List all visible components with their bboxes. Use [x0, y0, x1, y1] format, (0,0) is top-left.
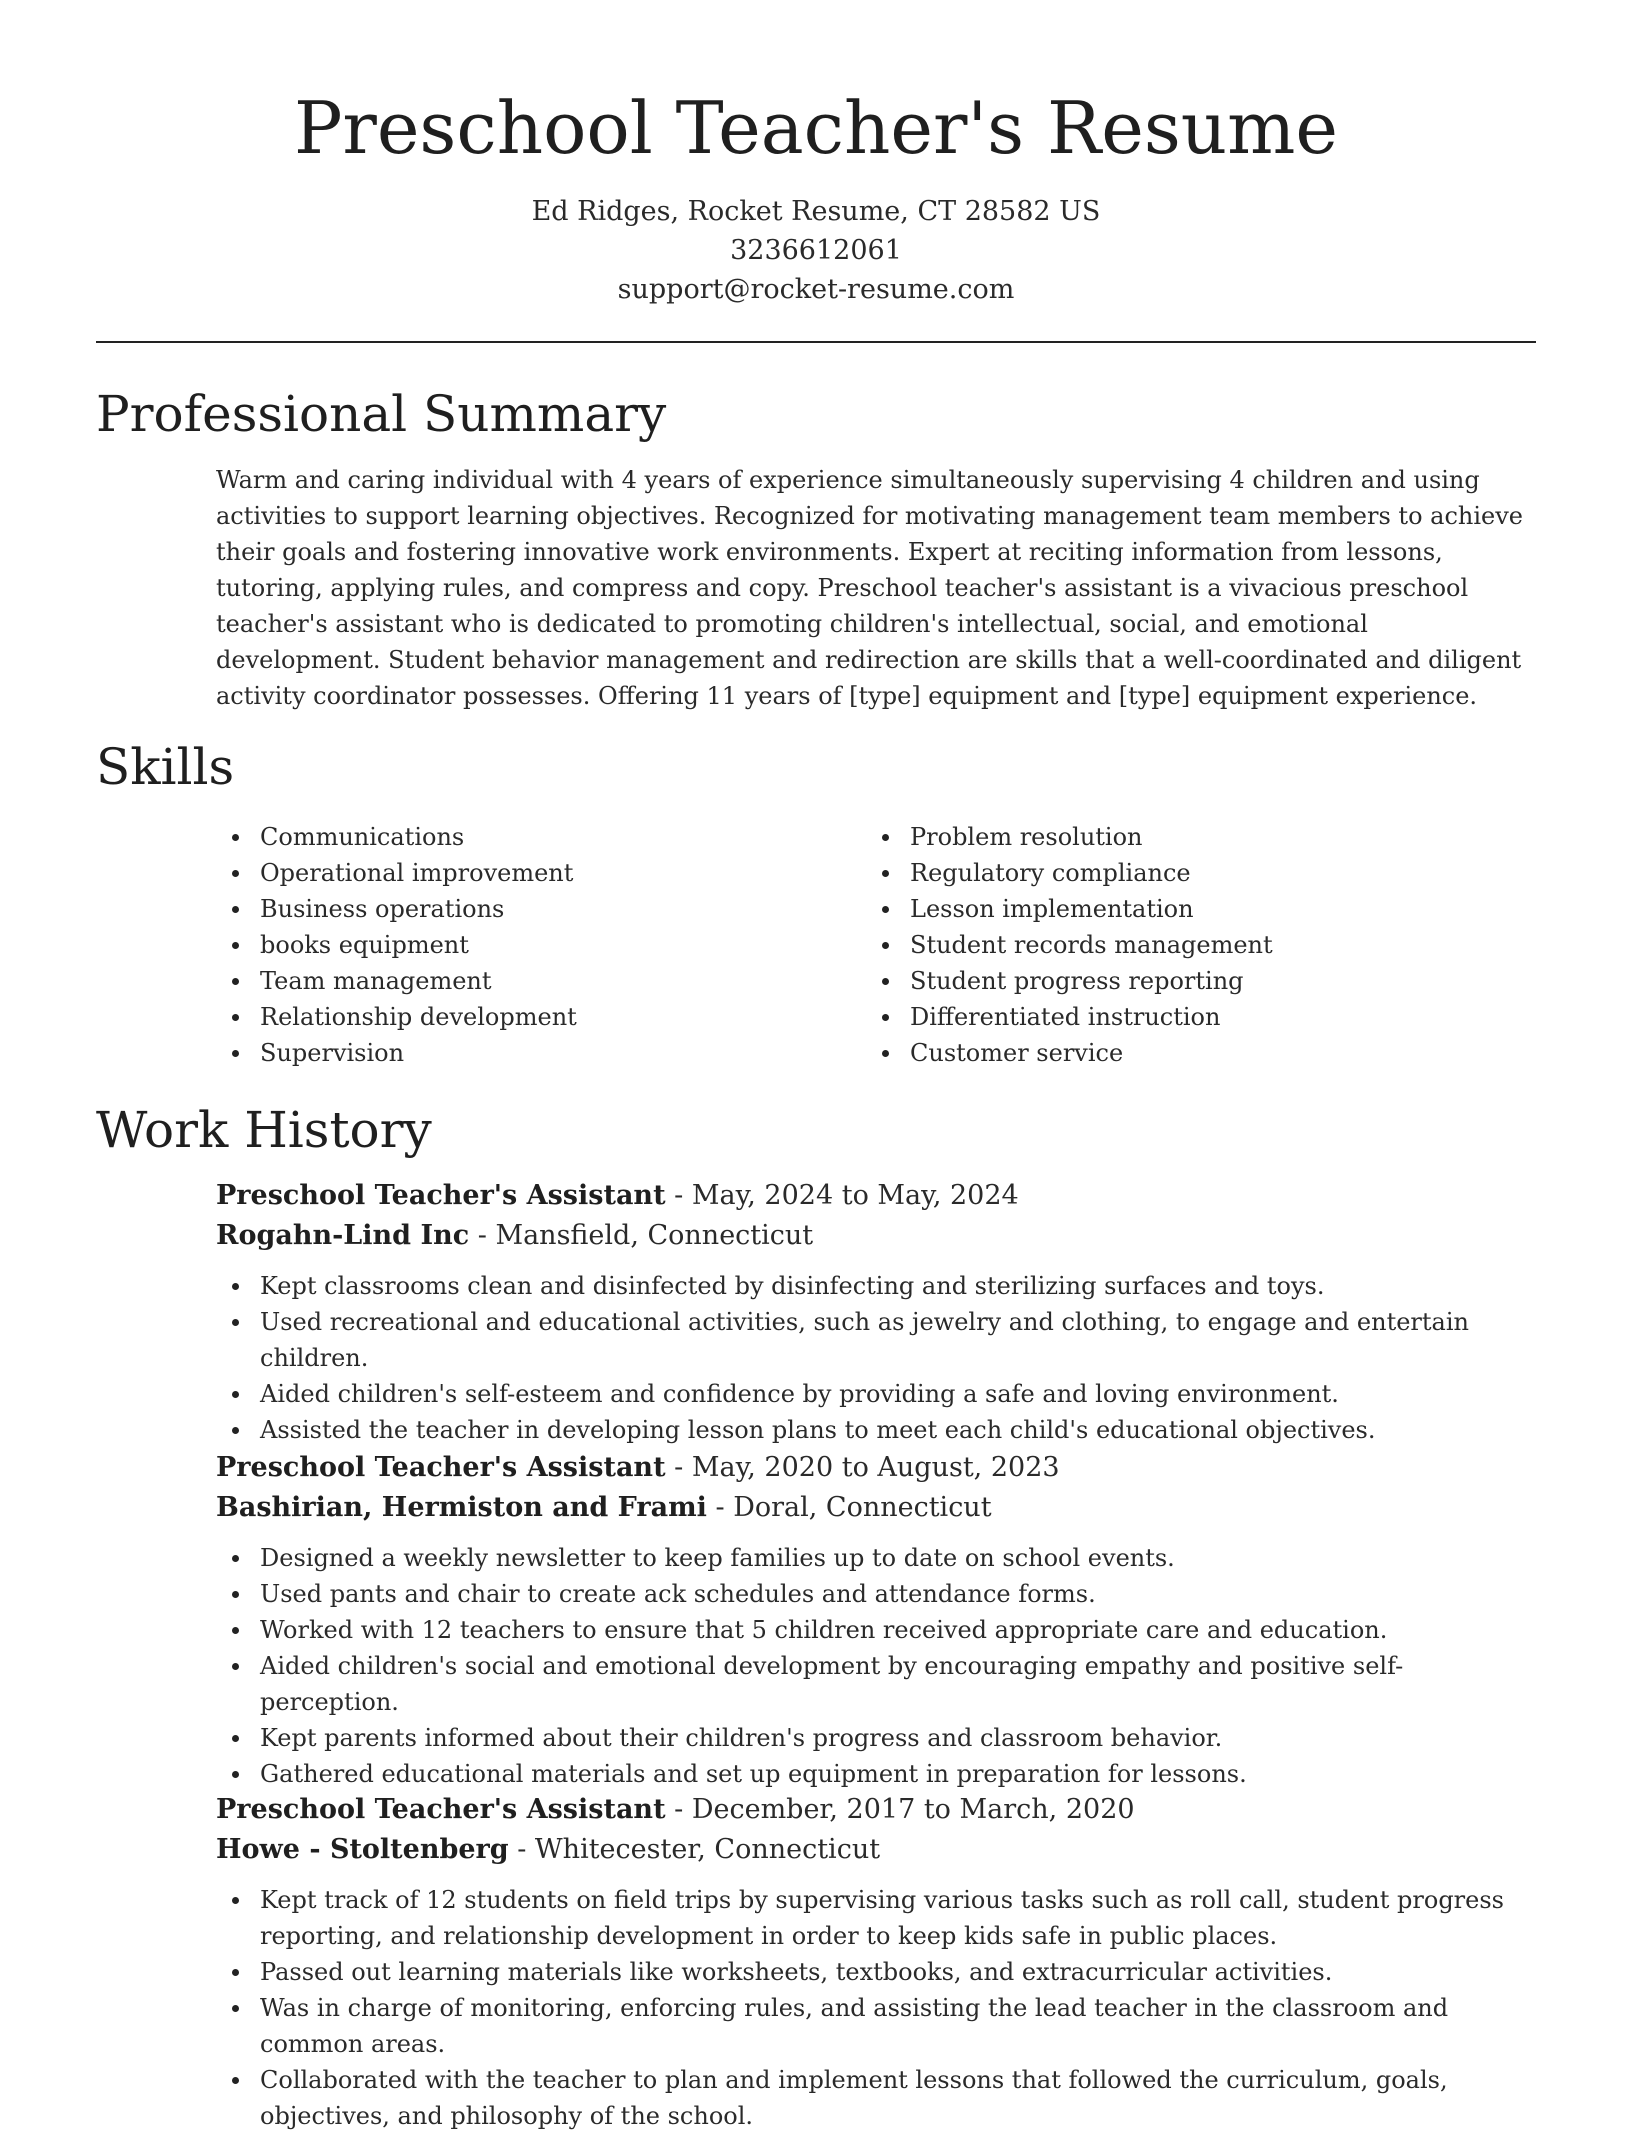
job-company-line	[216, 1488, 1536, 1528]
skill-item: Problem resolution	[866, 819, 1466, 855]
job-company-line	[216, 1830, 1536, 1870]
job-bullet: Gathered educational materials and set up equipment in preparation for lessons.	[216, 1756, 1536, 1792]
job-separator: -	[665, 1794, 692, 1825]
job-bullet: Kept parents informed about their children's progress and classroom behavior.	[216, 1720, 1536, 1756]
skills-list-left	[216, 819, 816, 1071]
job-company: Bashirian, Hermiston and Frami	[216, 1492, 707, 1523]
job-bullet: Kept classrooms clean and disinfected by disinfecting and sterilizing surfaces and toys.	[216, 1268, 1536, 1304]
job-separator: -	[665, 1452, 692, 1483]
contact-phone: 3236612061	[730, 235, 902, 266]
job-title: Preschool Teacher's Assistant	[216, 1180, 666, 1211]
job-bullets	[216, 1268, 1536, 1448]
job-bullet: Aided children's self-esteem and confidence by providing a safe and loving environment.	[216, 1376, 1536, 1412]
skill-item: Business operations	[216, 891, 816, 927]
skill-item: Regulatory compliance	[866, 855, 1466, 891]
job-bullets	[216, 1540, 1536, 1792]
skill-item: Student progress reporting	[866, 963, 1466, 999]
job-entry	[216, 1176, 1536, 1448]
job-separator: -	[706, 1492, 734, 1523]
job-separator: -	[508, 1834, 535, 1865]
header-divider	[96, 341, 1536, 343]
contact-email: support@rocket-resume.com	[617, 274, 1015, 305]
job-title: Preschool Teacher's Assistant	[216, 1794, 666, 1825]
contact-block	[0, 192, 1632, 309]
job-dates: May, 2024 to May, 2024	[691, 1180, 1019, 1211]
skill-item: Differentiated instruction	[866, 999, 1466, 1035]
job-bullet: Aided children's social and emotional development by encouraging empathy and positive self-perception.	[216, 1648, 1536, 1720]
job-separator: -	[665, 1180, 692, 1211]
section-title-summary: Professional Summary	[96, 385, 667, 443]
job-bullet: Passed out learning materials like worksheets, textbooks, and extracurricular activities.	[216, 1954, 1536, 1990]
skill-item: Operational improvement	[216, 855, 816, 891]
job-bullet: Designed a weekly newsletter to keep families up to date on school events.	[216, 1540, 1536, 1576]
skill-item: Supervision	[216, 1035, 816, 1071]
job-company: Howe - Stoltenberg	[216, 1834, 509, 1865]
contact-address: Ed Ridges, Rocket Resume, CT 28582 US	[531, 196, 1101, 227]
job-bullet: Kept track of 12 students on field trips by supervising various tasks such as roll call, student progress reporting, and relationship development in order to keep kids safe in public places.	[216, 1882, 1536, 1954]
skill-item: books equipment	[216, 927, 816, 963]
summary-text: Warm and caring individual with 4 years of experience simultaneously supervising 4 children and using activities to support learning objectives. Recognized for motivating management team members to achieve their goals and fostering innovative work environments. Expert at reciting information from lessons, tutoring, applying rules, and compress and copy. Preschool teacher's assistant is a vivacious preschool teacher's assistant who is dedicated to promoting children's intellectual, social, and emotional development. Student behavior management and redirection are skills that a well-coordinated and diligent activity coordinator possesses. Offering 11 years of [type] equipment and [type] equipment experience.	[216, 466, 1523, 710]
job-title: Preschool Teacher's Assistant	[216, 1452, 666, 1483]
job-bullet: Worked with 12 teachers to ensure that 5 children received appropriate care and education.	[216, 1612, 1536, 1648]
job-entry	[216, 1448, 1536, 1792]
job-entry	[216, 1790, 1536, 2134]
skill-item: Team management	[216, 963, 816, 999]
job-dates: December, 2017 to March, 2020	[691, 1794, 1135, 1825]
job-dates: May, 2020 to August, 2023	[691, 1452, 1060, 1483]
job-bullet: Was in charge of monitoring, enforcing rules, and assisting the lead teacher in the classroom and common areas.	[216, 1990, 1536, 2062]
job-location: Mansfield, Connecticut	[495, 1220, 814, 1251]
section-title-work-history: Work History	[96, 1101, 432, 1159]
resume-title: Preschool Teacher's Resume	[293, 86, 1339, 170]
skill-item: Student records management	[866, 927, 1466, 963]
job-separator: -	[469, 1220, 496, 1251]
job-title-line	[216, 1448, 1536, 1488]
job-location: Whitecester, Connecticut	[534, 1834, 881, 1865]
job-location: Doral, Connecticut	[733, 1492, 992, 1523]
skill-item: Lesson implementation	[866, 891, 1466, 927]
job-bullet: Used pants and chair to create ack schedules and attendance forms.	[216, 1576, 1536, 1612]
job-bullets	[216, 1882, 1536, 2134]
section-title-skills: Skills	[96, 738, 235, 796]
skill-item: Relationship development	[216, 999, 816, 1035]
job-bullet: Assisted the teacher in developing lesson plans to meet each child's educational objectives.	[216, 1412, 1536, 1448]
skill-item: Customer service	[866, 1035, 1466, 1071]
job-company: Rogahn-Lind Inc	[216, 1220, 470, 1251]
job-bullet: Used recreational and educational activities, such as jewelry and clothing, to engage and entertain children.	[216, 1304, 1536, 1376]
job-company-line	[216, 1216, 1536, 1256]
skill-item: Communications	[216, 819, 816, 855]
skills-list-right	[866, 819, 1466, 1071]
job-title-line	[216, 1176, 1536, 1216]
job-title-line	[216, 1790, 1536, 1830]
job-bullet: Collaborated with the teacher to plan and implement lessons that followed the curriculum, goals, objectives, and philosophy of the school.	[216, 2062, 1536, 2134]
